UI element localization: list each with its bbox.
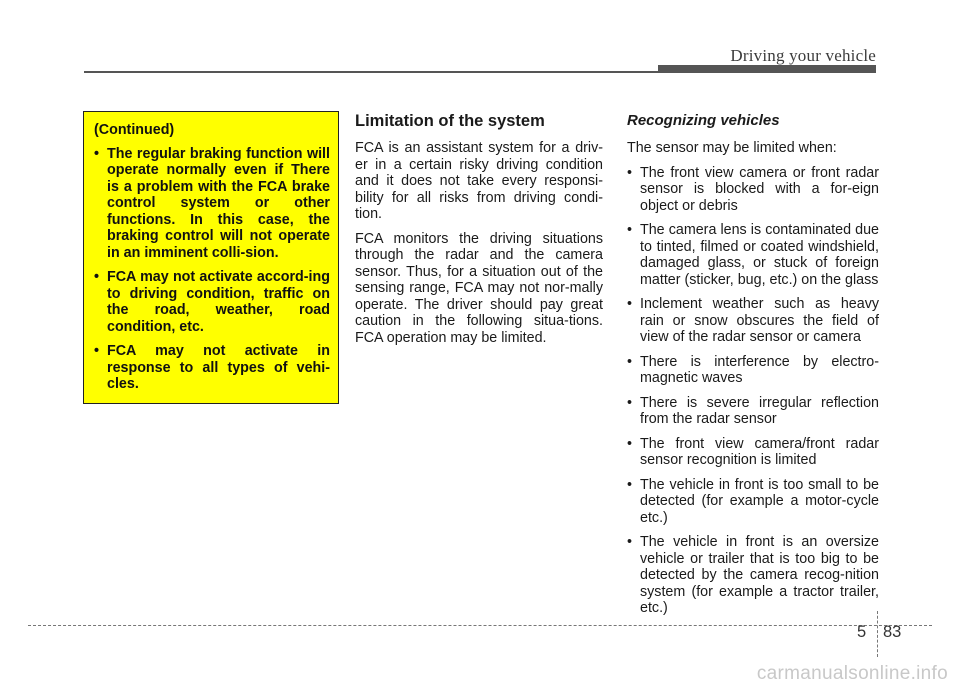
list-item: • The front view camera/front radar sensor recognition is limited <box>627 436 879 469</box>
footer-divider <box>877 611 878 657</box>
watermark: carmanualsonline.info <box>756 663 948 684</box>
list-item: • The camera lens is contaminated due to tinted, filmed or coated windshield, damaged glass, or stuck of foreign matter (sticker, bug, etc.) on the glass <box>627 222 879 288</box>
header-bar <box>658 65 876 73</box>
continued-label: (Continued) <box>94 122 175 138</box>
list-item: • The front view camera or front radar sensor is blocked with a for-eign object or debris <box>627 165 879 215</box>
recognizing-section <box>627 112 879 625</box>
section-heading: Limitation of the system <box>355 112 545 130</box>
caution-box <box>83 111 339 404</box>
caution-item: • FCA may not activate in response to all types of vehi-cles. <box>94 343 330 393</box>
intro-text: The sensor may be limited when: <box>627 140 837 156</box>
section-title: Driving your vehicle <box>730 46 876 65</box>
paragraph: FCA monitors the driving situations through the radar and the camera sensor. Thus, for a situation out of the sensing range, FCA may not nor-mally operate. The driver should pay great caution in the following situa-tions. FCA operation may be limited. <box>355 230 603 346</box>
paragraph: FCA is an assistant system for a driv-er in a certain risky driving condition and it does not take every responsi-bility for all risks from driving condi-tion. <box>355 140 603 222</box>
limitation-section <box>355 112 603 354</box>
caution-item: • FCA may not activate accord-ing to driving condition, traffic on the road, weather, road condition, etc. <box>94 269 330 335</box>
page-number: 83 <box>883 623 902 641</box>
list-item: • There is severe irregular reflection from the radar sensor <box>627 395 879 428</box>
list-item: • Inclement weather such as heavy rain or snow obscures the field of view of the radar sensor or camera <box>627 296 879 346</box>
chapter-number: 5 <box>857 623 867 641</box>
caution-list <box>94 146 330 393</box>
list-item: • The vehicle in front is too small to be detected (for example a motor-cycle etc.) <box>627 477 879 527</box>
list-item: • There is interference by electro-magnetic waves <box>627 354 879 387</box>
list-item: • The vehicle in front is an oversize vehicle or trailer that is too big to be detected by the camera recog-nition system (for example a tractor trailer, etc.) <box>627 534 879 617</box>
subsection-heading: Recognizing vehicles <box>627 112 780 129</box>
condition-list <box>627 165 879 617</box>
caution-item: • The regular braking function will operate normally even if There is a problem with the FCA brake control system or other functions. In this case, the braking control will not operate in an imminent colli-sion. <box>94 146 330 262</box>
footer-rule <box>28 625 932 626</box>
